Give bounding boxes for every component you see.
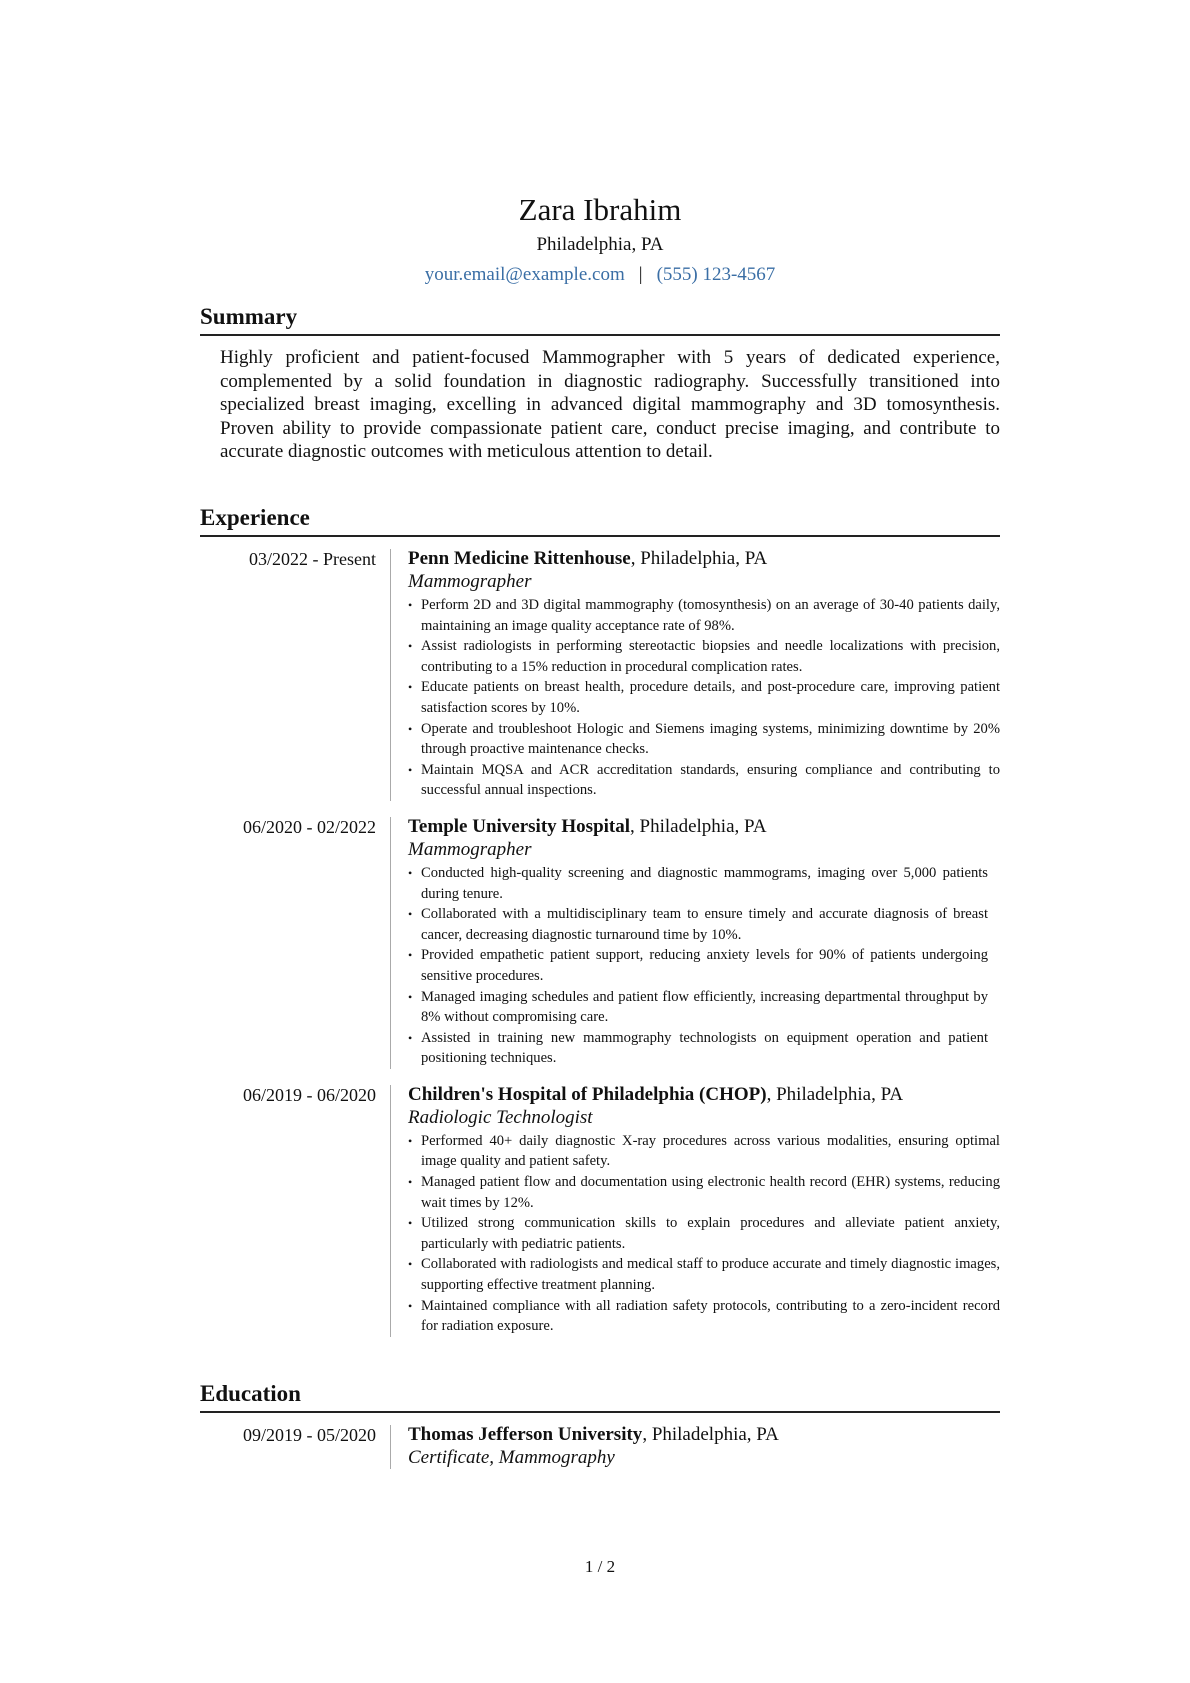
phone-link[interactable]: (555) 123-4567: [656, 264, 776, 285]
entry-date: 06/2019 - 06/2020: [243, 1084, 376, 1105]
section-title-education: Education: [200, 1379, 1000, 1413]
resume-page: [200, 0, 1000, 1683]
entry-role: Mammographer: [408, 571, 532, 592]
entry-heading: [408, 1423, 1000, 1447]
bullet-item: • Perform 2D and 3D digital mammography (tomosynthesis) on an average of 30-40 patients daily, maintaining an image quality acceptance rate of 98%.: [408, 595, 1000, 636]
bullet-item: • Assist radiologists in performing stereotactic biopsies and needle localizations with precision, contributing to a 15% reduction in procedural complication rates.: [408, 636, 1000, 677]
entry-role: Certificate, Mammography: [408, 1447, 615, 1468]
entry-divider: [390, 549, 391, 801]
candidate-name: Zara Ibrahim: [518, 192, 682, 227]
entry-divider: [390, 1085, 391, 1337]
bullet-item: • Operate and troubleshoot Hologic and Siemens imaging systems, minimizing downtime by 20% through proactive maintenance checks.: [408, 719, 1000, 760]
entry-role: Radiologic Technologist: [408, 1106, 593, 1128]
entry-divider: [390, 1425, 391, 1469]
education-entry: [200, 1423, 1000, 1469]
summary-section: [200, 302, 1000, 464]
bullet-item: • Provided empathetic patient support, reducing anxiety levels for 90% of patients undergoing sensitive procedures.: [408, 945, 988, 986]
entry-role: Mammographer: [408, 838, 532, 860]
bullet-item: • Managed imaging schedules and patient flow efficiently, increasing departmental throughput by 8% without compromising care.: [408, 987, 988, 1028]
experience-section: [200, 503, 1000, 1337]
experience-entry: [200, 1083, 1000, 1337]
entry-body: [408, 815, 988, 1069]
page-indicator: 1 / 2: [584, 1557, 616, 1576]
entry-organization: Thomas Jefferson University: [408, 1424, 643, 1445]
bullet-item: • Maintain MQSA and ACR accreditation standards, ensuring compliance and contributing to successful annual inspections.: [408, 760, 1000, 801]
bullet-item: • Educate patients on breast health, procedure details, and post-procedure care, improving patient satisfaction scores by 10%.: [408, 677, 1000, 718]
entry-divider: [390, 817, 391, 1069]
entry-organization: Children's Hospital of Philadelphia (CHOP): [408, 1083, 767, 1105]
section-title-summary: Summary: [200, 302, 1000, 336]
entry-location: , Philadelphia, PA: [642, 1424, 779, 1445]
email-link[interactable]: your.email@example.com: [424, 264, 625, 285]
entry-location: , Philadelphia, PA: [630, 815, 767, 837]
contact-separator: |: [638, 264, 643, 285]
entry-bullets: [408, 595, 1000, 801]
summary-text: Highly proficient and patient-focused Mammographer with 5 years of dedicated experience, complemented by a solid foundation in diagnostic radiography. Successfully transitioned into specialized breast imaging, excelling in advanced digital mammography and 3D tomosynthesis. Proven ability to provide compassionate patient care, conduct precise imaging, and contribute to accurate diagnostic outcomes with meticulous attention to detail.: [220, 347, 1000, 462]
entry-bullets: [408, 1131, 1000, 1337]
education-section: [200, 1379, 1000, 1469]
entry-organization: Temple University Hospital: [408, 815, 631, 837]
entry-body: [408, 1083, 1000, 1337]
entry-date: 09/2019 - 05/2020: [243, 1425, 376, 1445]
entry-heading: [408, 547, 1000, 571]
bullet-item: • Utilized strong communication skills to explain procedures and alleviate patient anxiety, particularly with pediatric patients.: [408, 1213, 1000, 1254]
resume-header: [200, 190, 1000, 290]
entry-body: [408, 547, 1000, 801]
entry-location: , Philadelphia, PA: [630, 548, 768, 569]
bullet-item: • Performed 40+ daily diagnostic X-ray procedures across various modalities, ensuring optimal image quality and patient safety.: [408, 1131, 1000, 1172]
experience-entry: [200, 547, 1000, 801]
entry-bullets: [408, 863, 988, 1069]
bullet-item: • Maintained compliance with all radiation safety protocols, contributing to a zero-incident record for radiation exposure.: [408, 1296, 1000, 1337]
contact-line: [200, 260, 1000, 290]
entry-organization: Penn Medicine Rittenhouse: [408, 548, 631, 569]
bullet-item: • Collaborated with a multidisciplinary team to ensure timely and accurate diagnosis of breast cancer, decreasing diagnostic turnaround time by 10%.: [408, 904, 988, 945]
entry-body: [408, 1423, 1000, 1469]
entry-heading: [408, 815, 988, 839]
entry-date: 03/2022 - Present: [249, 549, 376, 569]
entry-date: 06/2020 - 02/2022: [243, 816, 376, 837]
bullet-item: • Assisted in training new mammography technologists on equipment operation and patient positioning techniques.: [408, 1028, 988, 1069]
section-title-experience: Experience: [200, 503, 1000, 537]
entry-heading: [408, 1083, 1000, 1107]
experience-entry: [200, 815, 1000, 1069]
candidate-location: Philadelphia, PA: [536, 234, 664, 255]
entry-location: , Philadelphia, PA: [766, 1083, 904, 1105]
bullet-item: • Collaborated with radiologists and medical staff to produce accurate and timely diagnostic images, supporting effective treatment planning.: [408, 1254, 1000, 1295]
bullet-item: • Conducted high-quality screening and diagnostic mammograms, imaging over 5,000 patients during tenure.: [408, 863, 988, 904]
bullet-item: • Managed patient flow and documentation using electronic health record (EHR) systems, reducing wait times by 12%.: [408, 1172, 1000, 1213]
